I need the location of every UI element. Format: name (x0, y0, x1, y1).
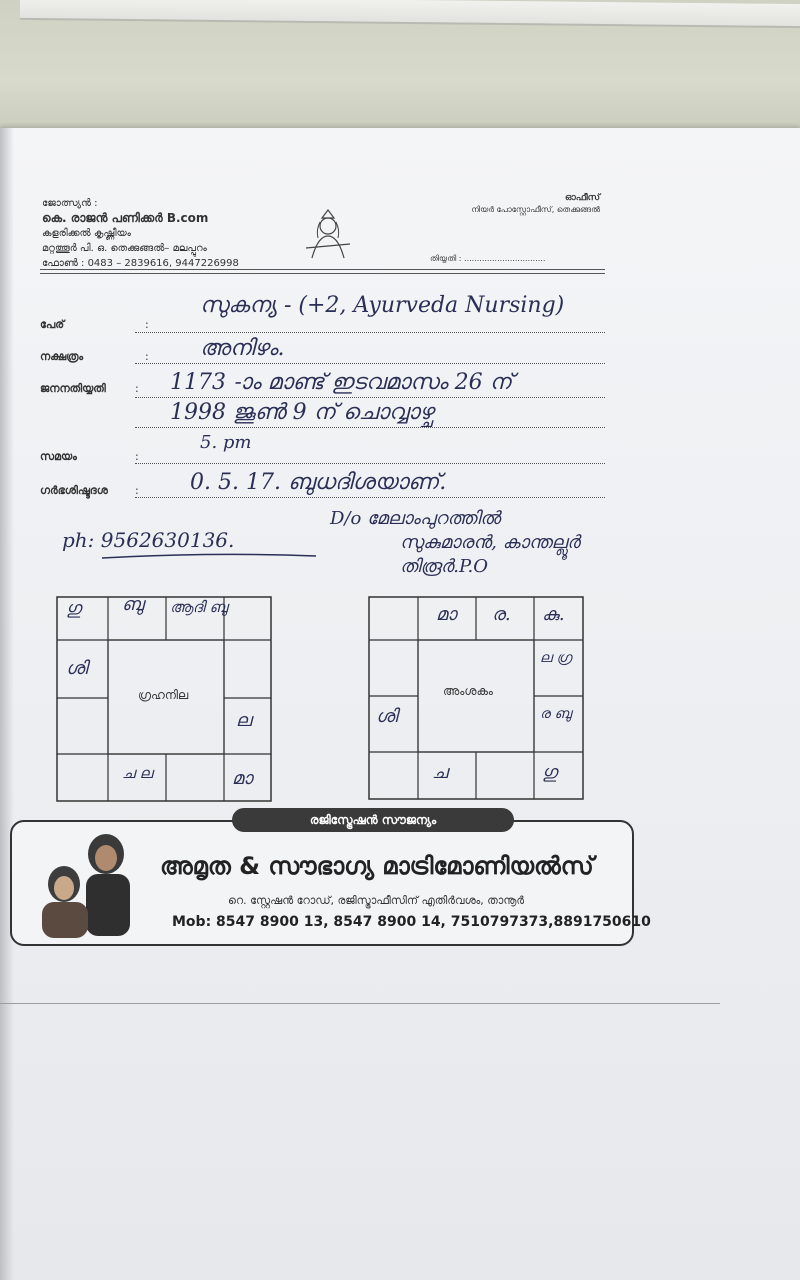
star-label: നക്ഷത്രം (40, 350, 84, 363)
dob-line-1 (135, 396, 605, 398)
krishna-icon (298, 208, 358, 260)
office-address: നിയർ പോസ്റ്റോഫീസ്, തെക്കുങ്ങൽ (471, 205, 600, 214)
astrologer-label: ജോത്സ്യൻ : (42, 198, 98, 209)
rasi-cell-bottom-4: മാ (232, 768, 253, 789)
banner-tag: രജിസ്ട്രേഷൻ സൗജന്യം (232, 808, 514, 832)
office-title: ഓഫീസ് (565, 193, 600, 203)
sheet-shadow (0, 128, 14, 1280)
amsa-cell-3: ര. (492, 604, 511, 625)
banner-address: റെ. സ്റ്റേഷൻ റോഡ്, രജിസ്ട്രാഫീസിന് എതിർവശം, താനൂർ (228, 894, 525, 907)
dob-value-2: 1998 ജൂൺ 9 ന് ചൊവ്വാഴ്ച (170, 400, 434, 425)
amsa-label: അംശകം (443, 684, 493, 698)
time-value: 5. pm (200, 432, 252, 453)
time-line (135, 462, 605, 464)
header-rule-2 (40, 273, 605, 274)
colon: : (135, 450, 139, 463)
dasha-value: 0. 5. 17. ബുധദിശയാണ്. (190, 470, 447, 495)
rasi-cell-2: ബു (122, 594, 144, 615)
office-block (420, 192, 600, 216)
name-line (135, 331, 605, 333)
rasi-cell-bottom-2: ച ല (122, 764, 153, 782)
phone-underline (100, 550, 320, 562)
amsa-cell-bottom-4: ഗു (542, 762, 558, 783)
guardian-line-3: തിരൂർ.P.O (400, 556, 488, 577)
dob-line-2 (135, 426, 605, 428)
phone-note: ph: 9562630136. (62, 528, 235, 552)
time-label: സമയം (40, 450, 77, 463)
rasi-cell-1: ഗു (66, 598, 82, 619)
rasi-cell-3: ആദി ബു (170, 598, 228, 616)
amsa-cell-4: കു. (542, 604, 565, 625)
amsa-cell-right-1: ല ഗ്ര (540, 650, 572, 666)
star-line (135, 362, 605, 364)
astrologer-address: മറ്റത്തൂർ പി. ഒ. തെക്കുങ്ങൽ– മലപ്പുറം (42, 243, 207, 254)
amsa-cell-2: മാ (436, 604, 457, 625)
colon: : (135, 382, 139, 395)
rasi-cell-right: ല (236, 710, 252, 731)
couple-photo-icon (22, 824, 140, 940)
guardian-line-2: സുകുമാരൻ, കാന്തല്ലൂർ (400, 532, 580, 553)
astrologer-name: കെ. രാജൻ പണിക്കർ B.com (42, 211, 209, 225)
horoscope-sheet (0, 128, 800, 1280)
dob-label: ജനനതിയ്യതി (40, 382, 106, 395)
amsa-cell-bottom-2: ച (432, 762, 448, 783)
dasha-line (135, 496, 605, 498)
amsa-cell-left-2: ശി (376, 706, 398, 727)
amsa-cell-right-2: ര ബു (540, 706, 572, 722)
colon: : (145, 350, 149, 363)
astrologer-house: കളരിക്കൽ കൃഷ്ണീയം (42, 228, 131, 239)
name-value: സുകന്യ - (+2, Ayurveda Nursing) (200, 293, 565, 318)
star-value: അനിഴം. (200, 336, 285, 361)
astrologer-phone: ഫോൺ : 0483 – 2839616, 9447226998 (42, 258, 239, 269)
date-field: തിയ്യതി : ................................ (430, 254, 546, 263)
astrologer-block (42, 196, 239, 271)
colon: : (145, 318, 149, 331)
guardian-line-1: D/o മേലാംപുറത്തിൽ (330, 508, 501, 529)
colon: : (135, 484, 139, 497)
rasi-cell-left: ശി (66, 658, 88, 679)
banner-mobile: Mob: 8547 8900 13, 8547 8900 14, 7510797373,8891750610 (172, 914, 651, 930)
name-label: പേര് (40, 318, 65, 331)
header-rule (40, 269, 605, 270)
rasi-label: ഗ്രഹനില (138, 688, 189, 702)
banner-title: അമൃത & സൗഭാഗ്യ മാട്രിമോണിയൽസ് (160, 852, 594, 880)
dob-value-1: 1173 -ാം മാണ്ട് ഇടവമാസം 26 ന് (170, 370, 512, 395)
dasha-label: ഗർഭശിഷ്ടദശ (40, 484, 108, 497)
bottom-rule (0, 1003, 720, 1004)
